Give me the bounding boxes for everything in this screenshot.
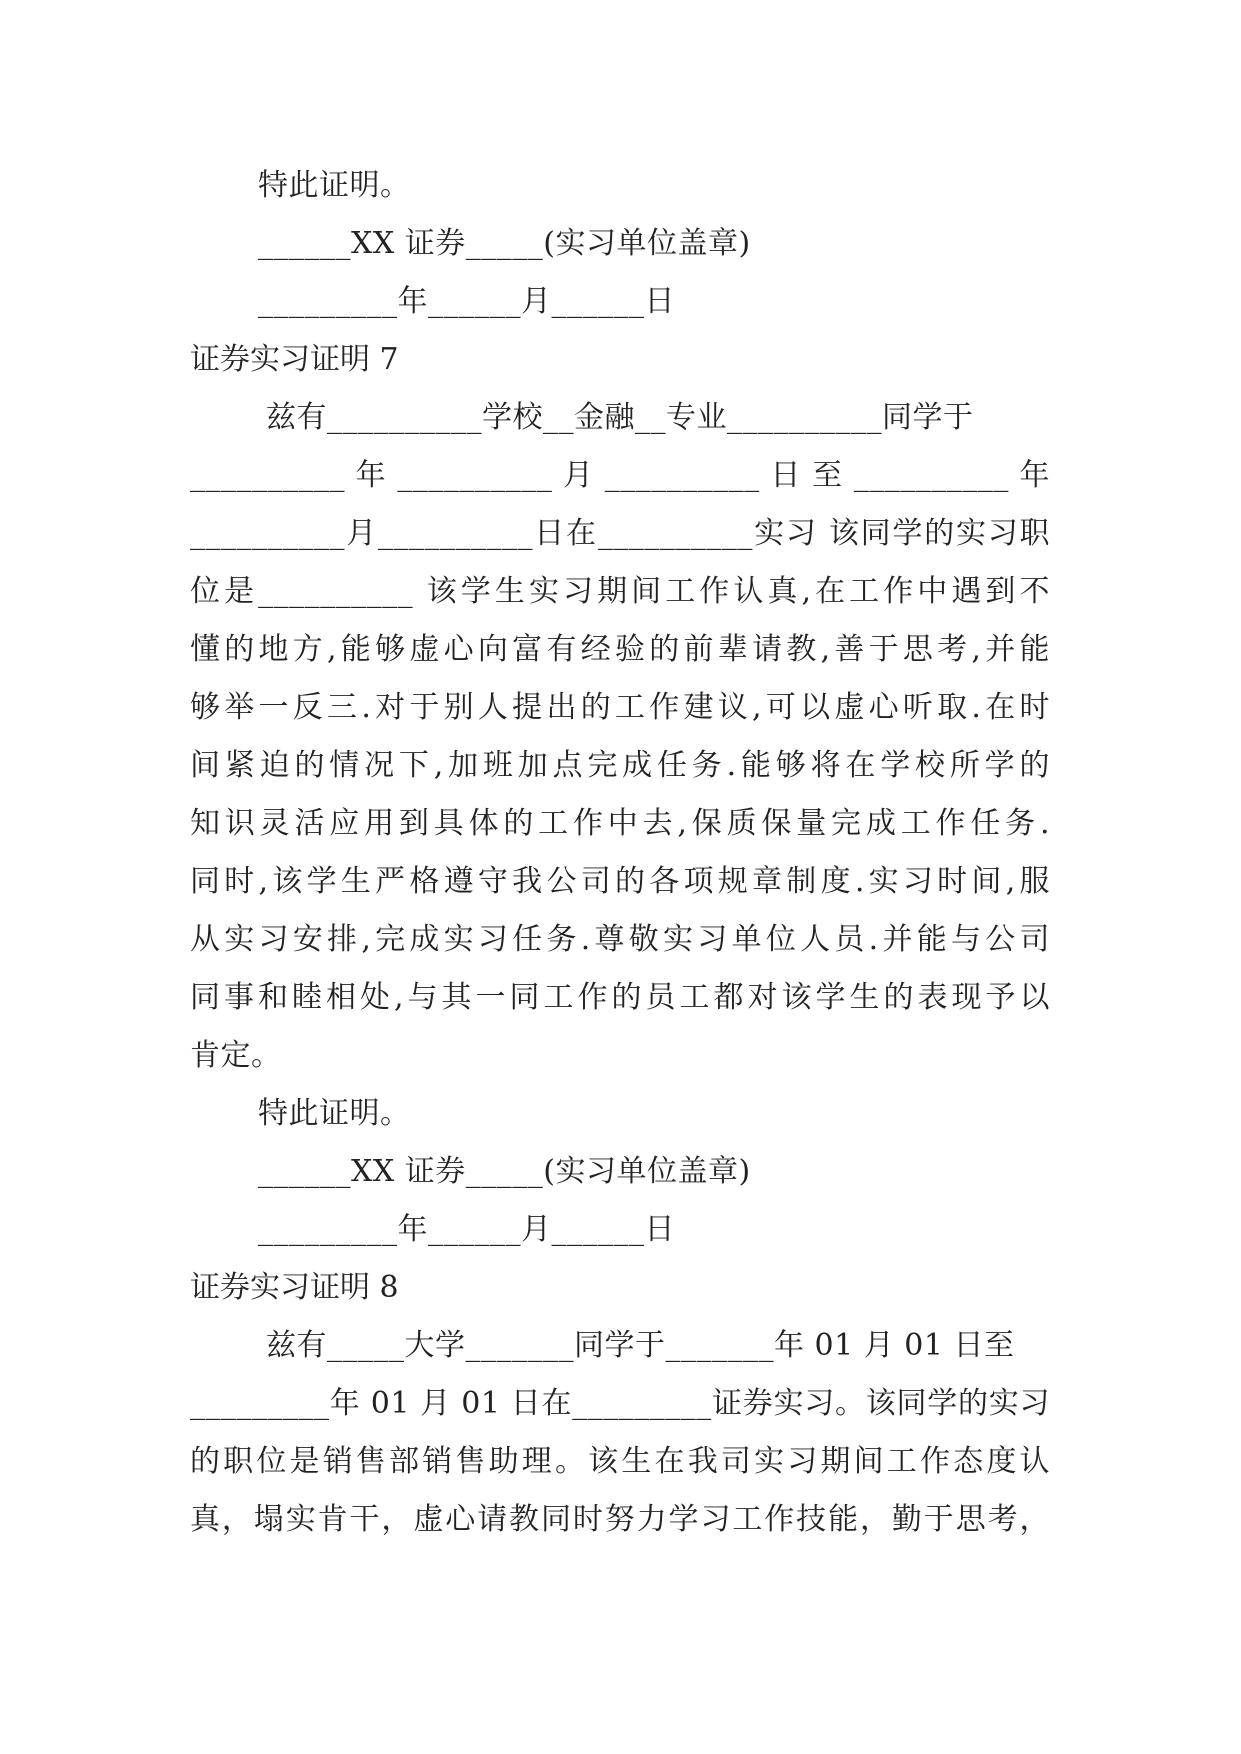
body-line: __________月__________日在__________实习 该同学的实习职 (190, 516, 1050, 551)
body-line: 兹有__________学校__金融__专业__________同学于 (266, 400, 974, 435)
closing-line: 特此证明。 (258, 168, 411, 203)
body-line: 同事和睦相处,与其一同工作的员工都对该学生的表现予以 (190, 980, 1050, 1015)
seal-line: ______XX 证券_____(实习单位盖章) (258, 1154, 751, 1189)
seal-line: ______XX 证券_____(实习单位盖章) (258, 226, 751, 261)
section-heading-7: 证券实习证明 7 (190, 342, 399, 377)
section-heading-8: 证券实习证明 8 (190, 1270, 399, 1305)
body-line: 从实习安排,完成实习任务.尊敬实习单位人员.并能与公司 (190, 922, 1050, 957)
body-line: 的职位是销售部销售助理。该生在我司实习期间工作态度认 (190, 1444, 1050, 1479)
body-line: 间紧迫的情况下,加班加点完成任务.能够将在学校所学的 (190, 748, 1050, 783)
body-line: 肯定。 (190, 1038, 282, 1073)
body-line: 知识灵活应用到具体的工作中去,保质保量完成工作任务. (190, 806, 1050, 841)
body-line: 够举一反三.对于别人提出的工作建议,可以虚心听取.在时 (190, 690, 1050, 725)
closing-line: 特此证明。 (258, 1096, 411, 1131)
body-line: 兹有_____大学_______同学于_______年 01 月 01 日至 (266, 1328, 1015, 1363)
body-line: _________年 01 月 01 日在_________证券实习。该同学的实习 (190, 1386, 1050, 1421)
body-line: 位是__________ 该学生实习期间工作认真,在工作中遇到不 (190, 574, 1050, 609)
body-line: 同时,该学生严格遵守我公司的各项规章制度.实习时间,服 (190, 864, 1050, 899)
body-line: __________ 年 __________ 月 __________ 日 至 __________ 年 (190, 458, 1050, 493)
date-line: _________年______月______日 (258, 1212, 675, 1247)
body-line: 真，塌实肯干，虚心请教同时努力学习工作技能，勤于思考， (190, 1502, 1050, 1537)
body-line: 懂的地方,能够虚心向富有经验的前辈请教,善于思考,并能 (190, 632, 1050, 667)
date-line: _________年______月______日 (258, 284, 675, 319)
